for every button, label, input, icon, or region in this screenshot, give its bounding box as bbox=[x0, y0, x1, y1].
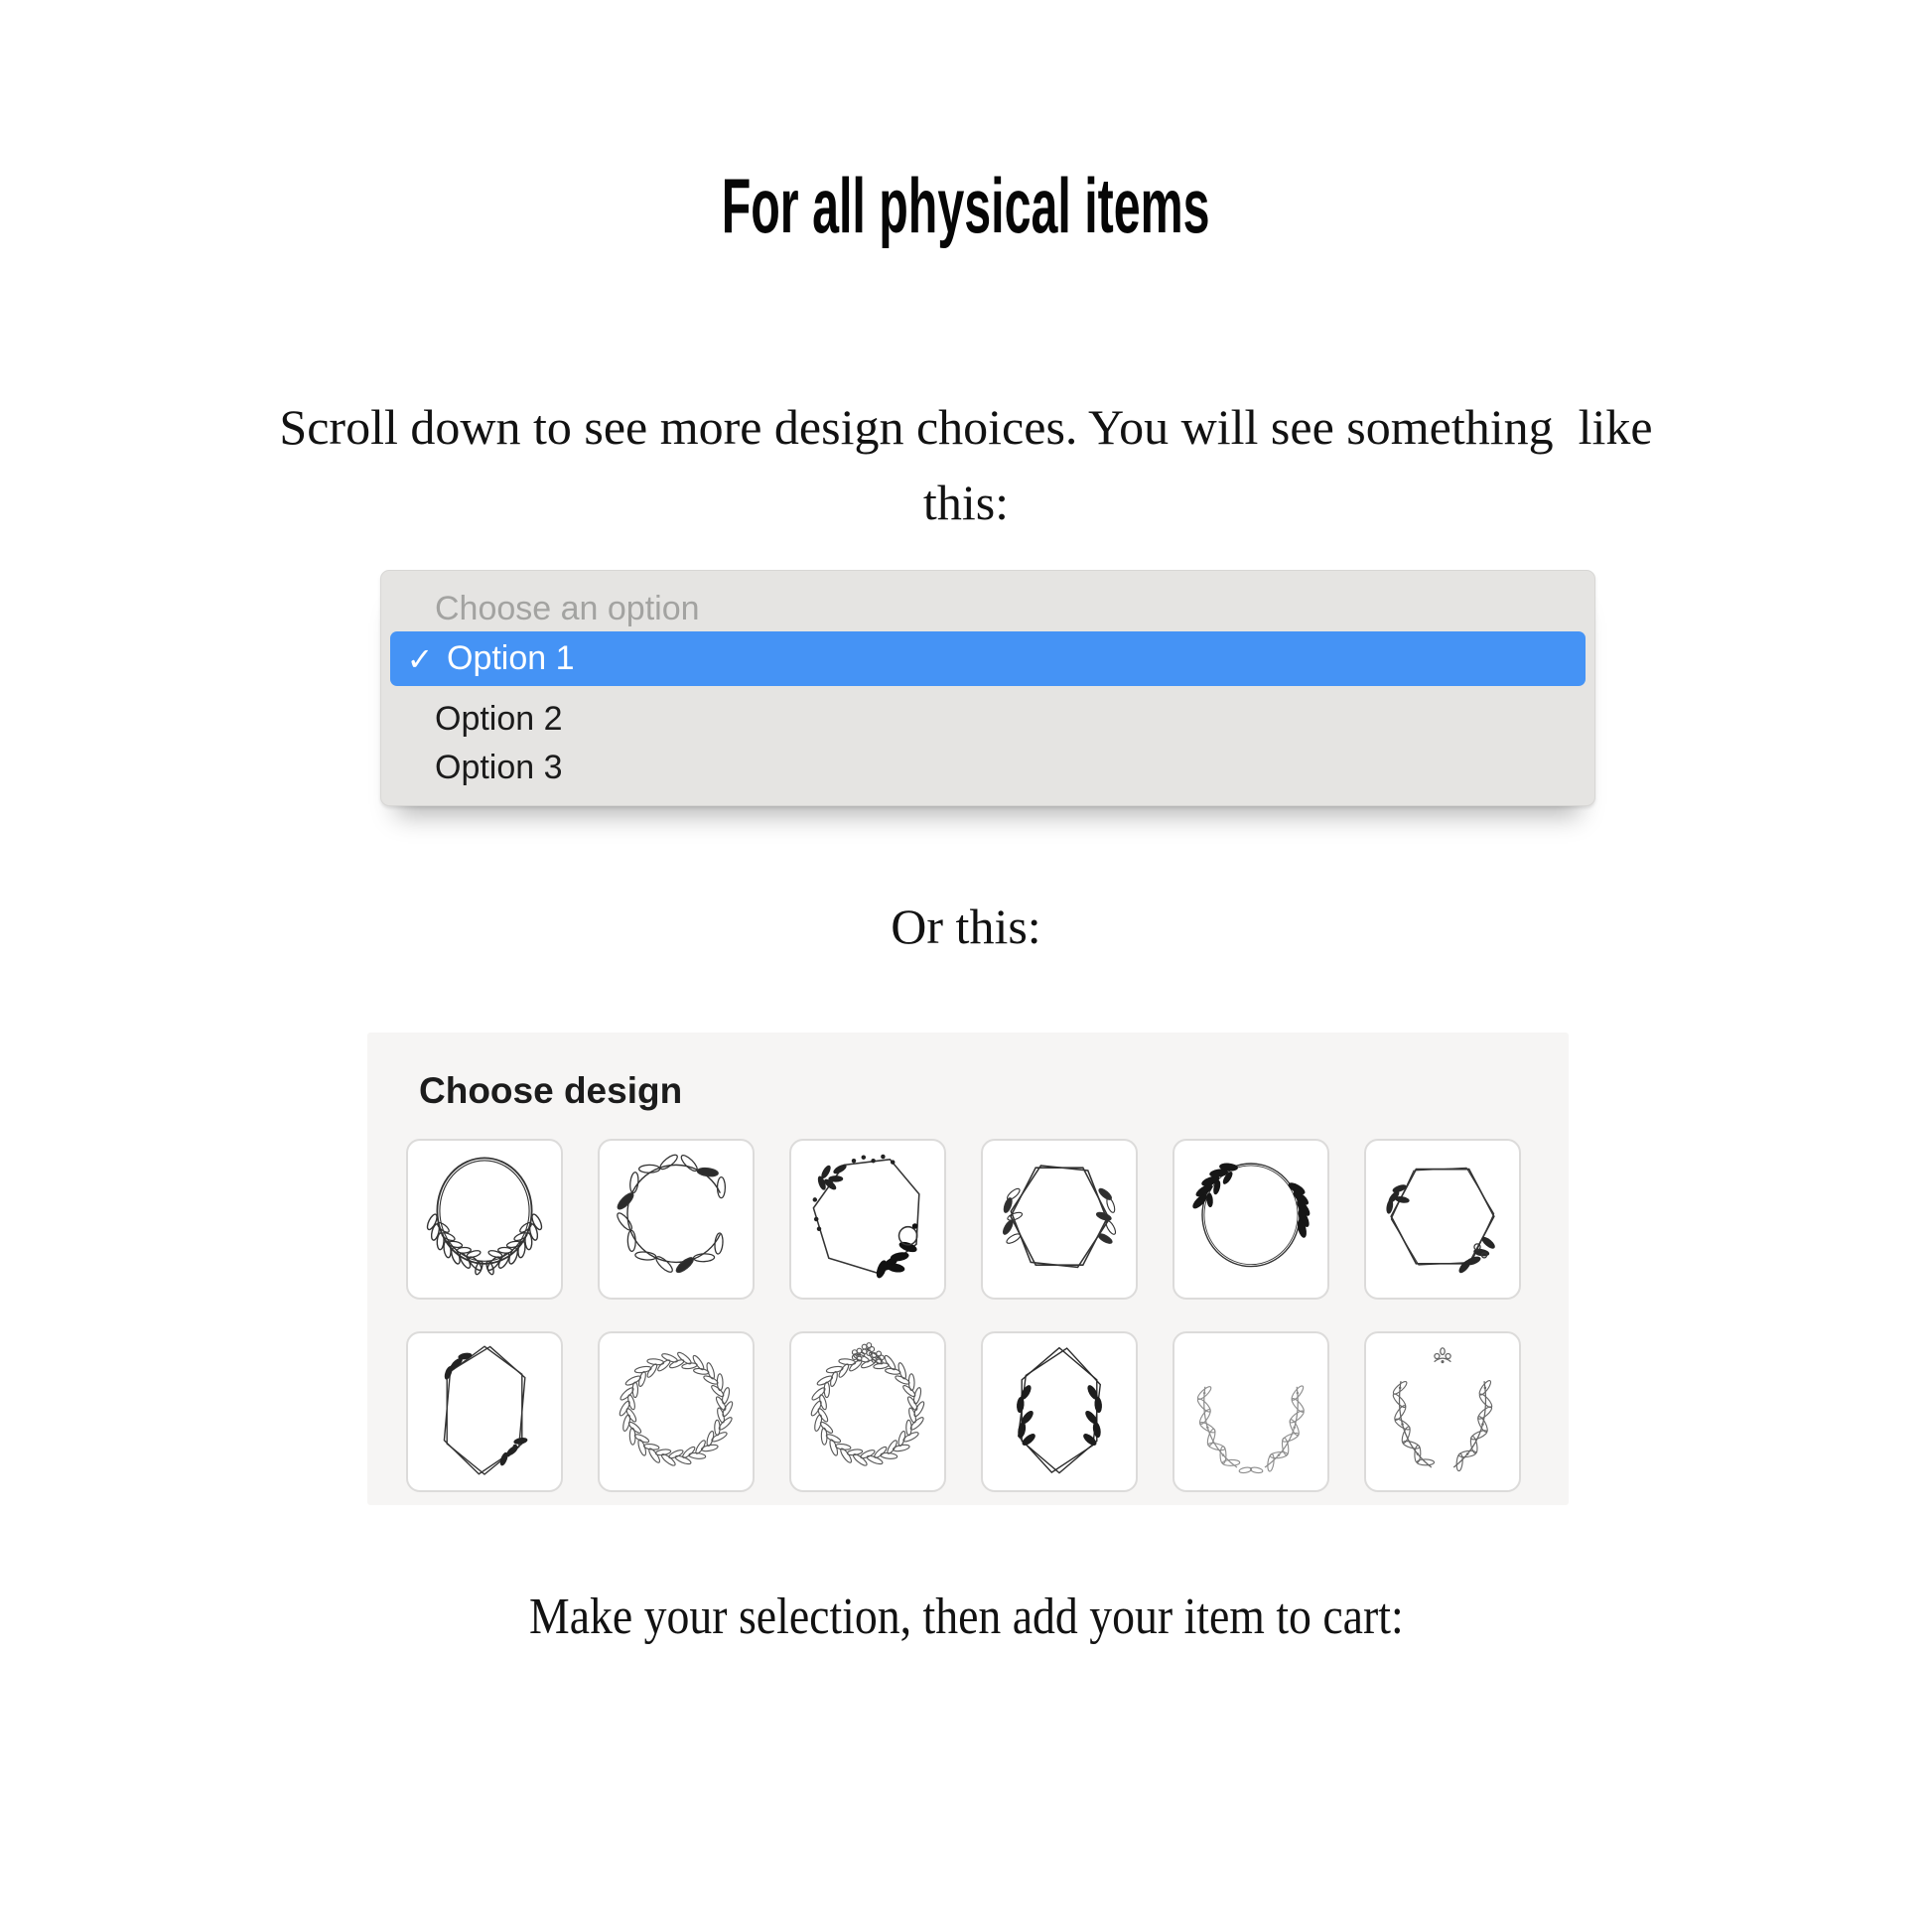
intro-line-1: Scroll down to see more design choices. You will see something like bbox=[279, 399, 1653, 455]
design-tile-2[interactable] bbox=[598, 1139, 755, 1300]
full-leaf-wreath-icon bbox=[607, 1339, 746, 1484]
design-picker-title: Choose design bbox=[419, 1070, 683, 1111]
double-diamond-leaves-icon bbox=[990, 1339, 1129, 1484]
middle-text: Or this: bbox=[891, 898, 1041, 954]
page-title-text: For all physical items bbox=[722, 162, 1210, 249]
checkmark-icon: ✓ bbox=[406, 640, 434, 677]
design-tile-3[interactable] bbox=[789, 1139, 946, 1300]
design-tile-7[interactable] bbox=[406, 1331, 563, 1492]
leaf-branch-wreath-icon bbox=[607, 1147, 746, 1292]
intro-text bbox=[0, 389, 1932, 540]
design-tile-grid bbox=[406, 1139, 1521, 1492]
design-tile-10[interactable] bbox=[981, 1331, 1138, 1492]
circle-laurel-wreath-icon bbox=[415, 1147, 554, 1292]
option-dropdown bbox=[380, 570, 1595, 806]
footer-text: Make your selection, then add your item to cart: bbox=[528, 1588, 1404, 1645]
dropdown-option-selected[interactable] bbox=[390, 631, 1586, 686]
hexagon-berry-frame-icon bbox=[798, 1147, 937, 1292]
circle-dark-leaves-icon bbox=[1181, 1147, 1320, 1292]
leaf-wreath-flowers-icon bbox=[798, 1339, 937, 1484]
dropdown-option[interactable]: Option 2 bbox=[435, 700, 563, 738]
design-tile-8[interactable] bbox=[598, 1331, 755, 1492]
design-tile-4[interactable] bbox=[981, 1139, 1138, 1300]
double-hexagon-leaves-icon bbox=[990, 1147, 1129, 1292]
design-picker-section bbox=[367, 1033, 1569, 1505]
dropdown-option-label: Option 1 bbox=[447, 639, 575, 677]
design-tile-11[interactable] bbox=[1173, 1331, 1329, 1492]
design-tile-12[interactable] bbox=[1364, 1331, 1521, 1492]
design-tile-9[interactable] bbox=[789, 1331, 946, 1492]
design-tile-5[interactable] bbox=[1173, 1139, 1329, 1300]
laurel-wreath-crown-icon bbox=[1373, 1339, 1512, 1484]
dropdown-option[interactable]: Option 3 bbox=[435, 749, 563, 786]
design-tile-1[interactable] bbox=[406, 1139, 563, 1300]
hexagon-floral-corner-icon bbox=[1373, 1147, 1512, 1292]
open-laurel-wreath-icon bbox=[1181, 1339, 1320, 1484]
intro-line-2: this: bbox=[922, 475, 1010, 530]
design-tile-6[interactable] bbox=[1364, 1139, 1521, 1300]
tall-hexagon-floral-icon bbox=[415, 1339, 554, 1484]
dropdown-placeholder: Choose an option bbox=[435, 590, 700, 627]
page-title bbox=[0, 162, 1932, 249]
